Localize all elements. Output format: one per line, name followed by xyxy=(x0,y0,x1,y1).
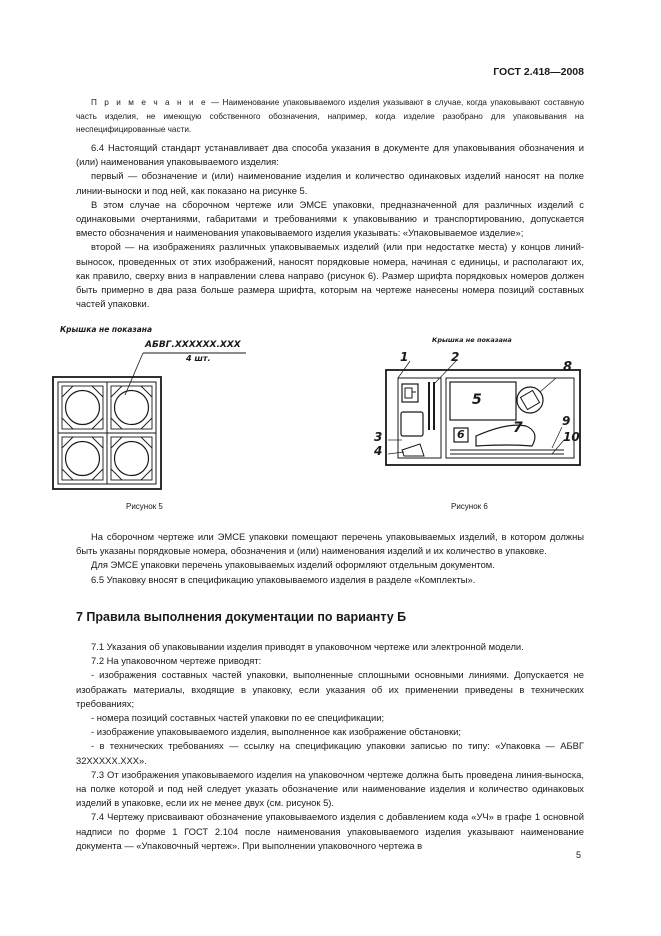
item-2 xyxy=(401,412,423,436)
note-text: — Наименование упаковываемого изделия указывают в случае, когда упаковывают составную часть изделия, не имеющую собственного обозначения, например, когда изделие разобрано для упаковывания на неспецифицированные части. xyxy=(76,98,584,134)
figure5-lid-note: Крышка не показана xyxy=(60,325,153,334)
figure6-label: 10 xyxy=(563,430,580,444)
item-1 xyxy=(402,384,418,402)
paragraph: На сборочном чертеже или ЭМСЕ упаковки помещают перечень упаковываемых изделий, в котором должны быть указаны порядковые номера, обозначения и (или) наименования изделий и их количество в упаковке. xyxy=(76,531,584,557)
figure6-label: 6 xyxy=(457,428,465,441)
note-block xyxy=(76,96,584,137)
figure6-label: 5 xyxy=(472,392,482,408)
figure5-quantity: 4 шт. xyxy=(186,354,211,363)
compartment xyxy=(111,386,152,429)
item-7 xyxy=(476,425,535,446)
item-8 xyxy=(517,387,543,413)
paragraph: 7.4 Чертежу присваивают обозначение упаковываемого изделия с добавлением кода «УЧ» в графе 1 основной надписи по форме 1 ГОСТ 2.104 после наименования упаковываемого изделия указывают наименование документа — «Упаковочный чертеж». При выполнении упаковочного чертежа в xyxy=(76,811,584,851)
paragraphs-bottom xyxy=(76,640,584,853)
figure6-label: 3 xyxy=(374,430,383,444)
paragraph: второй — на изображениях различных упаковываемых изделий (или при недостатке места) у концов линий-выносок, проведенных от этих изображений, наносят порядковые номера, начиная с единицы, и располагают их, как правило, сверху вниз в направлении слева направо (рисунок 6). Размер шрифта порядковых номеров должен быть примерно в два раза больше размера шрифта, которым на чертеже нанесены номера позиций составных частей упаковки. xyxy=(76,241,584,310)
figure5-drawing xyxy=(50,345,250,495)
figure6-label: 9 xyxy=(562,414,571,428)
figure6-label: 8 xyxy=(563,360,573,375)
compartment xyxy=(62,437,103,480)
figure5-caption: Рисунок 5 xyxy=(126,502,163,511)
note-label: П р и м е ч а н и е xyxy=(91,98,208,107)
leader-line xyxy=(125,353,143,395)
list-item: - изображение упаковываемого изделия, выполненное как изображение обстановки; xyxy=(91,726,462,738)
paragraph: 6.4 Настоящий стандарт устанавливает два способа указания в документе для упаковывания обозначения и (или) наименования упаковываемого изделия: xyxy=(76,142,584,168)
list-item: - в технических требованиях — ссылку на спецификацию упаковки записью по типу: «Упаковка — АБВГ 32XXXXX.XXX». xyxy=(76,740,584,766)
list-item: - изображения составных частей упаковки, выполненные сплошными основными линиями. Допускается не изображать материалы, входящие в упаковку, если указания об их применении приведены в технических требованиях; xyxy=(76,669,584,709)
figure6-lid-note: Крышка не показана xyxy=(432,336,512,344)
figure6-label: 7 xyxy=(513,420,523,436)
right-compartment xyxy=(446,378,574,458)
item-5 xyxy=(450,382,516,420)
figure5-designation: АБВГ.XXXXXX.XXX xyxy=(145,340,241,350)
paragraph: В этом случае на сборочном чертеже или ЭМСЕ упаковки, предназначенной для различных изделий с одинаковыми очертаниями, габаритами и требованиями к упаковыванию и транспортированию, допускается вместо обозначения и наименования упаковываемого изделия указывать: «Упаковываемое изделие»; xyxy=(76,198,584,239)
figure6-label: 1 xyxy=(400,350,409,364)
item-4 xyxy=(402,444,424,456)
paragraph: Для ЭМСЕ упаковки перечень упаковываемых изделий оформляют отдельным документом. xyxy=(91,559,495,571)
paragraphs-top xyxy=(76,141,584,311)
paragraph: 7.1 Указания об упаковывании изделия приводят в упаковочном чертеже или электронной модели. xyxy=(91,641,524,652)
compartment xyxy=(62,386,103,429)
page-number: 5 xyxy=(575,850,581,860)
paragraph: 7.2 На упаковочном чертеже приводят: xyxy=(91,655,262,667)
paragraph: 7.3 От изображения упаковываемого изделия на упаковочном чертеже должна быть проведена линия-выноска, на полке которой и под ней следует указать обозначение или наименование изделия и количество одинаковых изделий в упаковке, если их не менее двух (см. рисунок 5). xyxy=(76,768,584,809)
figure6-label: 4 xyxy=(374,444,383,458)
compartment xyxy=(111,437,152,480)
paragraphs-mid xyxy=(76,530,584,587)
paragraph: первый — обозначение и (или) наименование изделия и количество одинаковых изделий наносят на полке линии-выноски и под ней, как показано на рисунке 5. xyxy=(76,170,584,196)
paragraph: 6.5 Упаковку вносят в спецификацию упаковываемого изделия в разделе «Комплекты». xyxy=(91,573,476,585)
figure6-label: 2 xyxy=(451,350,460,364)
figure6-caption: Рисунок 6 xyxy=(451,502,488,511)
document-id: ГОСТ 2.418—2008 xyxy=(493,66,584,78)
list-item: - номера позиций составных частей упаковки по ее спецификации; xyxy=(91,712,385,724)
section-heading: 7 Правила выполнения документации по варианту Б xyxy=(76,610,407,624)
